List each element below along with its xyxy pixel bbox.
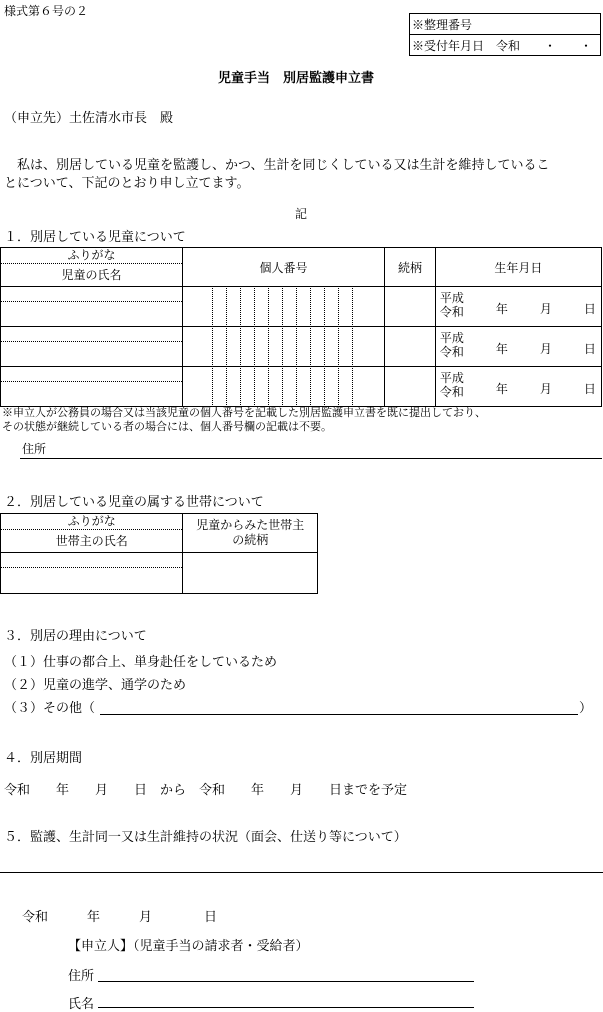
table-row [1, 367, 602, 407]
relation-cell[interactable] [385, 367, 436, 407]
era-heisei: 平成 [439, 330, 464, 345]
page-title: 児童手当 別居監護申立書 [218, 71, 375, 86]
addressee: （申立先）土佐清水市長 殿 [4, 111, 174, 126]
relation-cell[interactable] [385, 287, 436, 327]
section5-heading: ５．監護、生計同一又は生計維持の状況（面会、仕送り等について） [4, 830, 407, 845]
mynumber-header: 個人番号 [183, 248, 385, 287]
section2-heading: ２．別居している児童の属する世帯について [4, 495, 264, 510]
era-heisei: 平成 [439, 290, 464, 305]
other-reason-close: ） [579, 701, 593, 716]
birthdate-header: 生年月日 [435, 248, 601, 287]
section3-heading: ３．別居の理由について [4, 629, 147, 644]
household-table [0, 513, 318, 594]
month-label: 月 [539, 341, 552, 356]
child-name-label: 児童の氏名 [61, 268, 122, 282]
relation-cell[interactable] [385, 327, 436, 367]
section1-heading: １．別居している児童について [4, 230, 186, 245]
month-label: 月 [539, 381, 552, 396]
form-number: 様式第６号の２ [4, 4, 89, 18]
mynumber-cell[interactable] [183, 287, 385, 327]
mynumber-note-2: その状態が継続している者の場合には、個人番号欄の記載は不要。 [2, 420, 332, 433]
child-name-cell[interactable] [1, 367, 183, 407]
other-reason-line[interactable] [100, 714, 578, 715]
householder-name-cell[interactable] [1, 553, 183, 594]
day-label: 日 [583, 381, 596, 396]
birthdate-cell[interactable] [435, 287, 601, 327]
applicant-label: 【申立人】（児童手当の請求者・受給者） [68, 939, 309, 954]
reason-option-2[interactable]: （２）児童の進学、通学のため [4, 678, 187, 693]
era-reiwa: 令和 [439, 304, 464, 319]
section4-heading: ４．別居期間 [4, 751, 83, 766]
day-label: 日 [583, 341, 596, 356]
relation-header: 続柄 [385, 248, 436, 287]
relation-header-line1: 児童からみた世帯主 [196, 518, 305, 532]
reason-option-3[interactable]: （３）その他（ [4, 701, 96, 716]
applicant-name-label: 氏名 [68, 997, 95, 1012]
intro-line-1: 私は、別居している児童を監護し、かつ、生計を同じくしている又は生計を維持しているこ [4, 158, 550, 173]
applicant-address-line[interactable] [98, 981, 474, 982]
householder-relation-cell[interactable] [183, 553, 318, 594]
day-label: 日 [583, 301, 596, 316]
mynumber-cell[interactable] [183, 367, 385, 407]
separation-period[interactable]: 令和 年 月 日 から 令和 年 月 日までを予定 [4, 783, 408, 798]
birthdate-cell[interactable] [435, 367, 601, 407]
child-name-header [1, 248, 183, 287]
applicant-name-line[interactable] [98, 1007, 474, 1008]
child-name-cell[interactable] [1, 287, 183, 327]
situation-line[interactable] [0, 872, 603, 873]
reference-number-label: ※整理番号 [410, 14, 601, 35]
sign-date[interactable]: 令和 年 月 日 [22, 910, 218, 925]
year-label: 年 [495, 301, 508, 316]
reason-option-1[interactable]: （１）仕事の都合上、単身赴任をしているため [4, 655, 278, 670]
era-reiwa: 令和 [439, 344, 464, 359]
office-use-box [409, 13, 601, 56]
table-row [1, 287, 602, 327]
era-reiwa: 令和 [439, 384, 464, 399]
householder-relation-header [183, 514, 318, 553]
intro-line-2: とについて、下記のとおり申し立てます。 [4, 176, 250, 191]
child-address-line[interactable] [20, 458, 602, 459]
year-label: 年 [495, 341, 508, 356]
mynumber-cell[interactable] [183, 327, 385, 367]
month-label: 月 [539, 301, 552, 316]
child-address-label: 住所 [22, 442, 47, 456]
received-date-label: ※受付年月日 令和 ・ ・ [410, 35, 601, 56]
relation-header-line2: の続柄 [232, 533, 269, 547]
householder-name-header [1, 514, 183, 553]
children-table [0, 247, 602, 407]
table-row [1, 553, 318, 594]
era-heisei: 平成 [439, 370, 464, 385]
furigana-label: ふりがな [1, 514, 182, 530]
furigana-label: ふりがな [1, 248, 182, 264]
householder-name-label: 世帯主の氏名 [55, 534, 128, 548]
birthdate-cell[interactable] [435, 327, 601, 367]
year-label: 年 [495, 381, 508, 396]
child-name-cell[interactable] [1, 327, 183, 367]
mynumber-note-1: ※申立人が公務員の場合又は当該児童の個人番号を記載した別居監護申立書を既に提出しており、 [2, 406, 486, 419]
ki-mark: 記 [295, 207, 308, 221]
applicant-address-label: 住所 [68, 969, 95, 984]
table-row [1, 327, 602, 367]
